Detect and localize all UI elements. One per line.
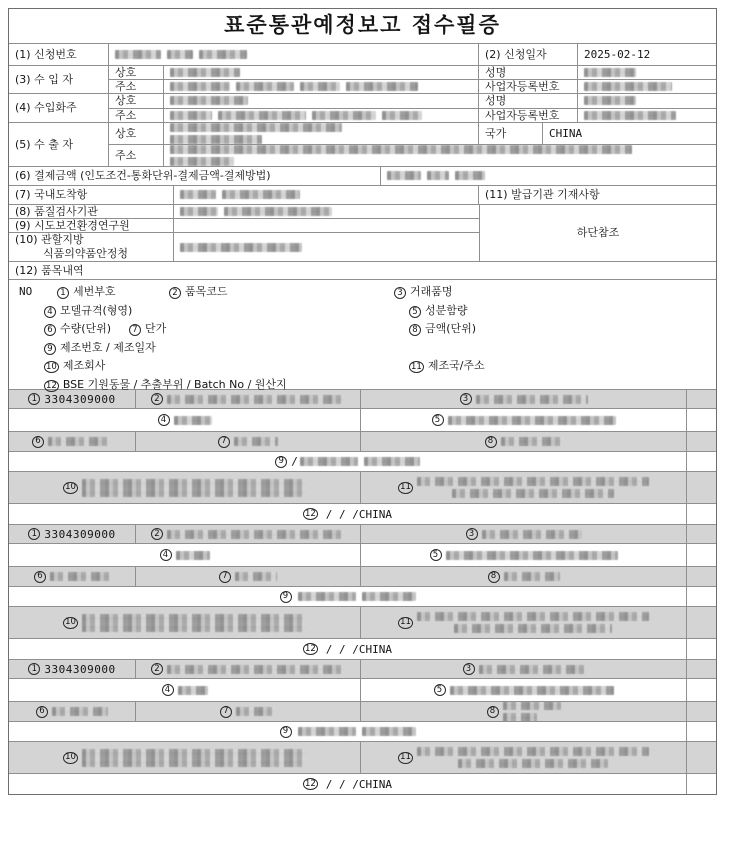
origin-value: / / /CHINA <box>325 642 393 656</box>
legend-entry: 2 품목코드 <box>169 285 228 299</box>
mfg-country-cell <box>361 472 687 503</box>
redacted-value <box>236 707 276 716</box>
unit-price-cell <box>136 567 361 586</box>
legend-entry: 4 모델규격(형영) <box>44 304 132 318</box>
exporter-label: (5) 수 출 자 <box>9 123 109 166</box>
redacted-value <box>50 572 110 581</box>
consignee-label: (4) 수입화주 <box>9 94 109 121</box>
redacted-value <box>448 416 616 425</box>
application-date-value: 2025-02-12 <box>584 47 651 61</box>
origin-value: / / /CHINA <box>325 777 393 791</box>
circled-4-icon: 4 <box>162 684 174 696</box>
consignee-row <box>9 93 716 121</box>
country-label: 국가 <box>479 123 543 144</box>
circled-2-icon: 2 <box>151 663 163 675</box>
arrival-port-value <box>174 186 479 204</box>
application-row <box>9 43 716 65</box>
circled-8-icon: 8 <box>488 571 500 583</box>
exporter-country-value: CHINA <box>549 126 583 140</box>
redacted-value <box>199 50 247 59</box>
legend-no-label: NO <box>19 285 33 299</box>
hs-code-cell <box>9 525 136 543</box>
redacted-value <box>584 68 636 77</box>
circled-8-icon: 8 <box>485 436 497 448</box>
circled-3-icon: 3 <box>460 393 472 405</box>
redacted-value <box>417 612 649 621</box>
redacted-value <box>504 572 560 581</box>
unit-price-cell <box>136 702 361 721</box>
regional-agency-value <box>174 233 479 261</box>
circled-10-icon: 10 <box>65 617 76 628</box>
circled-7-icon: 7 <box>220 706 232 718</box>
empty-cell <box>687 702 716 721</box>
manufacturer-cell <box>9 472 361 503</box>
redacted-value <box>170 145 632 154</box>
quality-org-value <box>174 205 479 218</box>
bse-origin-cell <box>9 504 687 524</box>
redacted-value <box>427 171 449 180</box>
item-row-origin <box>9 503 716 524</box>
item-row-origin <box>9 773 716 794</box>
biz-no-label: 사업자등록번호 <box>479 80 578 93</box>
legend-line-2 <box>9 302 716 321</box>
payment-value <box>381 167 716 185</box>
circled-10-icon: 10 <box>46 362 57 373</box>
item-row-qty <box>9 701 716 721</box>
importer-address-value <box>164 80 479 93</box>
legend-entry: 5 성분함량 <box>409 304 468 318</box>
importer-row <box>9 65 716 93</box>
health-env-value <box>174 219 479 232</box>
regional-agency-label-line1: (10) 관할지방 <box>15 233 84 247</box>
model-spec-cell <box>9 409 361 431</box>
empty-cell <box>687 639 716 659</box>
item-row-hs <box>9 524 716 543</box>
circled-8-icon: 8 <box>487 706 499 718</box>
redacted-value <box>82 479 306 497</box>
redacted-value <box>501 437 563 446</box>
model-spec-cell <box>9 544 361 566</box>
empty-cell <box>687 722 716 741</box>
redacted-value <box>224 207 332 216</box>
redacted-value <box>176 551 210 560</box>
manufacturer-cell <box>9 607 361 638</box>
redacted-value <box>48 437 112 446</box>
mfg-prefix: / <box>291 455 298 469</box>
redacted-value <box>170 68 240 77</box>
circled-2-icon: 2 <box>151 528 163 540</box>
issuer-label: (11) 발급기관 기재사항 <box>485 188 600 202</box>
application-no-value <box>109 44 479 65</box>
mfg-no-date-cell <box>9 722 687 741</box>
amount-cell <box>361 432 687 451</box>
title-row <box>9 9 716 43</box>
legend-entry: 1 세번부호 <box>57 285 116 299</box>
redacted-value <box>180 207 218 216</box>
hs-code-cell <box>9 660 136 678</box>
circled-7-icon: 7 <box>219 571 231 583</box>
redacted-value <box>300 457 358 466</box>
item-section-label: (12) 품목내역 <box>15 264 84 278</box>
payment-label: (6) 결제금액 (인도조건-통화단위-결제금액-결제방법) <box>9 167 381 185</box>
legend-line-4 <box>9 339 716 358</box>
redacted-value <box>170 157 234 166</box>
redacted-value <box>167 50 193 59</box>
mfg-country-cell <box>361 742 687 773</box>
page-title: 표준통관예정보고 접수필증 <box>224 13 501 38</box>
item-legend <box>9 279 716 389</box>
circled-12-icon: 12 <box>304 778 316 789</box>
hs-code-value: 3304309000 <box>44 662 116 676</box>
manufacturer-cell <box>9 742 361 773</box>
item-section-row <box>9 261 716 279</box>
circled-7-icon: 7 <box>218 436 230 448</box>
circled-7-icon: 7 <box>129 324 141 336</box>
empty-cell <box>687 587 716 606</box>
name-label: 성명 <box>479 94 578 107</box>
address-label: 주소 <box>109 145 164 166</box>
mfg-no-date-cell <box>9 452 687 471</box>
circled-2-icon: 2 <box>151 393 163 405</box>
redacted-value <box>479 665 585 674</box>
redacted-value <box>235 572 277 581</box>
redacted-value <box>503 702 561 710</box>
empty-cell <box>687 679 716 701</box>
ingredient-cell <box>361 544 687 566</box>
trade-name-cell <box>361 525 687 543</box>
legend-entry: 6 수량(단위) <box>44 322 111 336</box>
circled-3-icon: 3 <box>463 663 475 675</box>
redacted-value <box>454 624 612 633</box>
item-row-hs <box>9 659 716 678</box>
redacted-value <box>300 82 340 91</box>
item-row-mfgno <box>9 586 716 606</box>
empty-cell <box>687 742 716 773</box>
consignee-address-value <box>164 109 479 122</box>
item-row-maker <box>9 606 716 638</box>
legend-entry: 12 BSE 기원동물 / 추출부위 / Batch No / 원산지 <box>46 377 287 391</box>
redacted-value <box>584 82 672 91</box>
legend-line-6 <box>9 376 716 395</box>
legend-entry: 8 금액(단위) <box>409 322 476 336</box>
customs-clearance-certificate <box>8 8 717 795</box>
redacted-value <box>362 727 416 736</box>
payment-row <box>9 166 716 185</box>
circled-11-icon: 11 <box>400 617 411 628</box>
item-block-2 <box>9 524 716 659</box>
circled-12-icon: 12 <box>46 380 57 391</box>
legend-line-3 <box>9 320 716 339</box>
redacted-value <box>82 614 306 632</box>
circled-10-icon: 10 <box>65 752 76 763</box>
item-no-cell <box>687 525 716 543</box>
ingredient-cell <box>361 409 687 431</box>
circled-12-icon: 12 <box>304 643 316 654</box>
redacted-value <box>234 437 278 446</box>
circled-1-icon: 1 <box>28 393 40 405</box>
circled-10-icon: 10 <box>65 482 76 493</box>
exporter-row <box>9 122 716 166</box>
circled-8-icon: 8 <box>409 324 421 336</box>
redacted-value <box>584 111 676 120</box>
item-row-origin <box>9 638 716 659</box>
empty-cell <box>687 409 716 431</box>
item-row-model <box>9 408 716 431</box>
hs-code-value: 3304309000 <box>44 392 116 406</box>
quality-org-label: (8) 품질검사기관 <box>9 205 174 218</box>
trade-name-cell <box>361 660 687 678</box>
redacted-value <box>364 457 420 466</box>
redacted-value <box>115 50 161 59</box>
bse-origin-cell <box>9 774 687 794</box>
circled-9-icon: 9 <box>280 591 292 603</box>
company-label: 상호 <box>109 123 164 144</box>
application-no-label: (1) 신청번호 <box>9 44 109 65</box>
circled-5-icon: 5 <box>409 306 421 318</box>
consignee-name-value <box>578 94 716 107</box>
amount-cell <box>361 567 687 586</box>
arrival-port-label: (7) 국내도착항 <box>9 186 174 204</box>
circled-2-icon: 2 <box>169 287 181 299</box>
circled-4-icon: 4 <box>160 549 172 561</box>
quantity-cell <box>9 432 136 451</box>
redacted-value <box>382 111 422 120</box>
circled-4-icon: 4 <box>44 306 56 318</box>
item-row-mfgno <box>9 451 716 471</box>
redacted-value <box>417 747 649 756</box>
item-code-cell <box>136 660 361 678</box>
health-env-label: (9) 시도보건환경연구원 <box>9 219 174 232</box>
issuer-note: 하단참조 <box>479 205 716 261</box>
legend-entry: 11 제조국/주소 <box>411 359 485 373</box>
circled-9-icon: 9 <box>275 456 287 468</box>
circled-9-icon: 9 <box>44 343 56 355</box>
redacted-value <box>180 190 216 199</box>
redacted-value <box>298 727 356 736</box>
redacted-value <box>346 82 418 91</box>
redacted-value <box>174 416 212 425</box>
empty-cell <box>687 504 716 524</box>
circled-11-icon: 11 <box>400 752 411 763</box>
empty-cell <box>687 452 716 471</box>
exporter-address-value <box>164 145 716 166</box>
circled-1-icon: 1 <box>28 528 40 540</box>
redacted-value <box>167 530 345 539</box>
circled-5-icon: 5 <box>432 414 444 426</box>
redacted-value <box>503 713 537 721</box>
empty-cell <box>687 774 716 794</box>
circled-3-icon: 3 <box>394 287 406 299</box>
circled-4-icon: 4 <box>158 414 170 426</box>
hs-code-value: 3304309000 <box>44 527 116 541</box>
legend-entry: 3 거래품명 <box>394 285 453 299</box>
circled-6-icon: 6 <box>36 706 48 718</box>
address-label: 주소 <box>109 109 164 122</box>
circled-6-icon: 6 <box>44 324 56 336</box>
company-label: 상호 <box>109 66 164 79</box>
item-row-qty <box>9 431 716 451</box>
circled-1-icon: 1 <box>57 287 69 299</box>
redacted-value <box>222 190 300 199</box>
biz-no-label: 사업자등록번호 <box>479 109 578 122</box>
item-row-mfgno <box>9 721 716 741</box>
consignee-biz-no-value <box>578 109 716 122</box>
item-code-cell <box>136 525 361 543</box>
item-no-cell <box>687 660 716 678</box>
amount-cell <box>361 702 687 721</box>
item-row-maker <box>9 471 716 503</box>
redacted-value <box>362 592 416 601</box>
redacted-value <box>170 123 342 132</box>
item-row-model <box>9 543 716 566</box>
exporter-company-value <box>164 123 479 144</box>
legend-entry: 7 단가 <box>129 322 166 336</box>
importer-biz-no-value <box>578 80 716 93</box>
mfg-country-cell <box>361 607 687 638</box>
circled-12-icon: 12 <box>304 508 316 519</box>
circled-11-icon: 11 <box>411 362 422 373</box>
importer-label: (3) 수 입 자 <box>9 66 109 93</box>
ingredient-cell <box>361 679 687 701</box>
importer-company-value <box>164 66 479 79</box>
redacted-value <box>452 489 614 498</box>
redacted-value <box>218 111 306 120</box>
redacted-value <box>167 665 345 674</box>
redacted-value <box>170 135 262 144</box>
name-label: 성명 <box>479 66 578 79</box>
bse-origin-cell <box>9 639 687 659</box>
company-label: 상호 <box>109 94 164 107</box>
item-row-qty <box>9 566 716 586</box>
redacted-value <box>458 759 608 768</box>
empty-cell <box>687 472 716 503</box>
empty-cell <box>687 432 716 451</box>
redacted-value <box>584 96 636 105</box>
redacted-value <box>82 749 306 767</box>
redacted-value <box>167 395 345 404</box>
redacted-value <box>450 686 614 695</box>
empty-cell <box>687 567 716 586</box>
redacted-value <box>52 707 108 716</box>
agency-rows <box>9 204 716 261</box>
mfg-no-date-cell <box>9 587 687 606</box>
legend-entry: 9 제조번호 / 제조일자 <box>44 341 156 355</box>
legend-entry: 10 제조회사 <box>46 359 106 373</box>
redacted-value <box>476 395 588 404</box>
item-row-maker <box>9 741 716 773</box>
redacted-value <box>312 111 376 120</box>
circled-5-icon: 5 <box>434 684 446 696</box>
unit-price-cell <box>136 432 361 451</box>
regional-agency-label <box>9 233 174 261</box>
legend-line-5 <box>9 357 716 376</box>
redacted-value <box>170 82 230 91</box>
redacted-value <box>446 551 618 560</box>
item-row-model <box>9 678 716 701</box>
consignee-company-value <box>164 94 479 107</box>
origin-value: / / /CHINA <box>325 507 393 521</box>
redacted-value <box>417 477 649 486</box>
redacted-value <box>180 243 302 252</box>
circled-1-icon: 1 <box>28 663 40 675</box>
redacted-value <box>170 96 248 105</box>
redacted-value <box>298 592 356 601</box>
redacted-value <box>178 686 208 695</box>
redacted-value <box>455 171 485 180</box>
circled-6-icon: 6 <box>34 571 46 583</box>
legend-line-1 <box>9 283 716 302</box>
circled-5-icon: 5 <box>430 549 442 561</box>
circled-9-icon: 9 <box>280 726 292 738</box>
item-block-3 <box>9 659 716 794</box>
redacted-value <box>482 530 582 539</box>
empty-cell <box>687 607 716 638</box>
quantity-cell <box>9 567 136 586</box>
empty-cell <box>687 544 716 566</box>
item-block-1 <box>9 389 716 524</box>
regional-agency-label-line2: 식품의약품안정청 <box>43 247 129 261</box>
address-label: 주소 <box>109 80 164 93</box>
model-spec-cell <box>9 679 361 701</box>
redacted-value <box>170 111 212 120</box>
quantity-cell <box>9 702 136 721</box>
importer-name-value <box>578 66 716 79</box>
application-date-label: (2) 신청일자 <box>479 44 578 65</box>
redacted-value <box>236 82 294 91</box>
arrival-port-row <box>9 185 716 204</box>
circled-11-icon: 11 <box>400 482 411 493</box>
redacted-value <box>387 171 421 180</box>
circled-6-icon: 6 <box>32 436 44 448</box>
circled-3-icon: 3 <box>466 528 478 540</box>
